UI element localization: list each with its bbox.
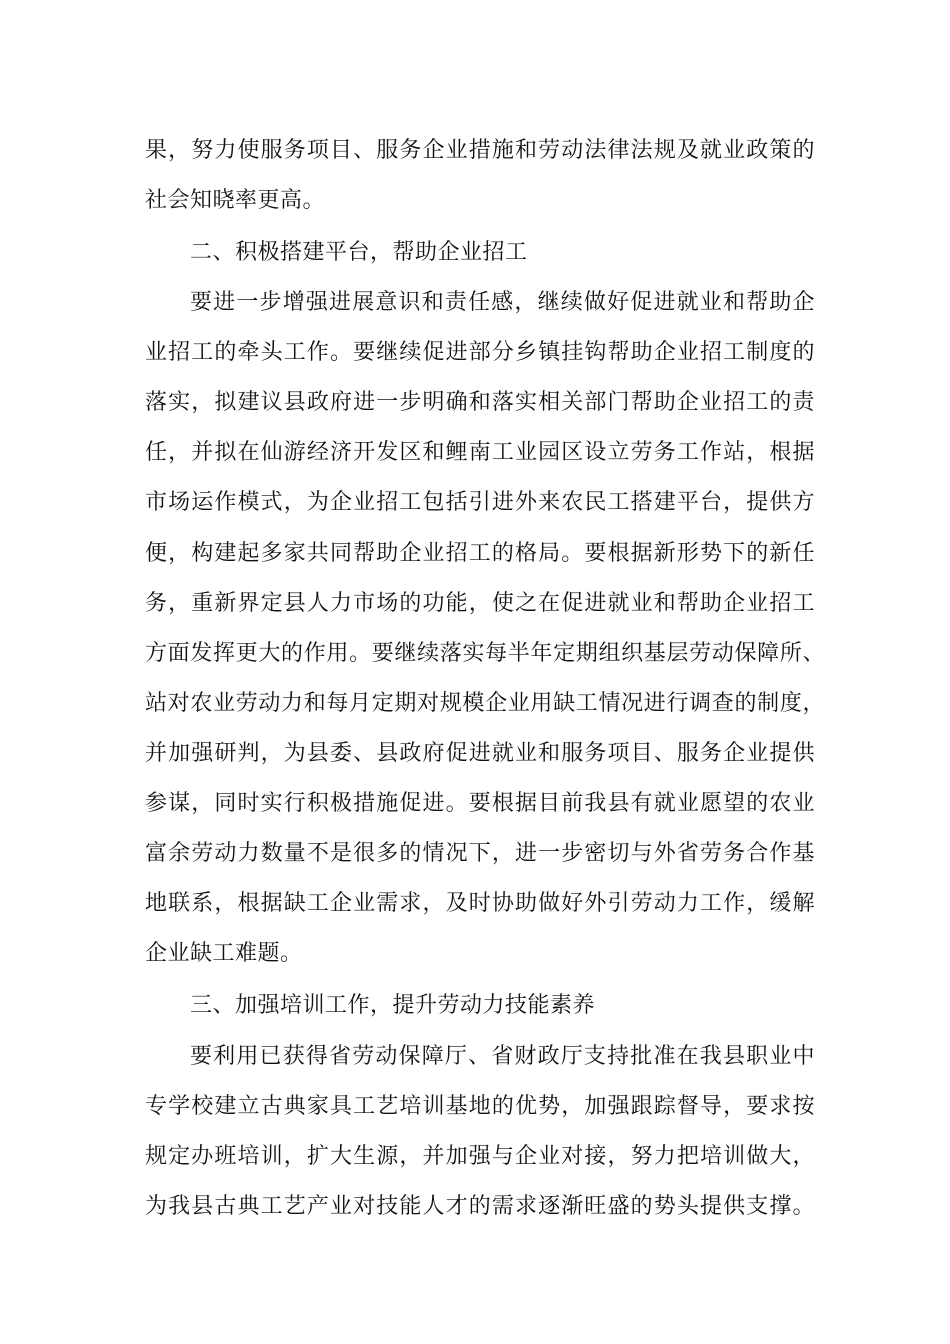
paragraph-line: 业招工的牵头工作。要继续促进部分乡镇挂钩帮助企业招工制度的 — [145, 340, 815, 365]
paragraph-line: 方面发挥更大的作用。要继续落实每半年定期组织基层劳动保障所、 — [145, 641, 825, 666]
paragraph-line: 企业缺工难题。 — [145, 941, 303, 966]
paragraph-line: 富余劳动力数量不是很多的情况下，进一步密切与外省劳务合作基 — [145, 841, 815, 866]
paragraph-line: 专学校建立古典家具工艺培训基地的优势，加强跟踪督导，要求按 — [145, 1094, 815, 1119]
paragraph-line: 要利用已获得省劳动保障厅、省财政厅支持批准在我县职业中 — [190, 1044, 815, 1069]
paragraph-line: 社会知晓率更高。 — [145, 188, 326, 213]
section-heading-2: 二、积极搭建平台，帮助企业招工 — [190, 240, 528, 265]
paragraph-line: 规定办班培训，扩大生源，并加强与企业对接，努力把培训做大， — [145, 1144, 815, 1169]
paragraph-line: 并加强研判，为县委、县政府促进就业和服务项目、服务企业提供 — [145, 741, 815, 766]
paragraph-line: 市场运作模式，为企业招工包括引进外来农民工搭建平台，提供方 — [145, 490, 815, 515]
section-heading-3: 三、加强培训工作，提升劳动力技能素养 — [190, 993, 596, 1018]
paragraph-line: 为我县古典工艺产业对技能人才的需求逐渐旺盛的势头提供支撑。 — [145, 1194, 815, 1219]
paragraph-line: 任，并拟在仙游经济开发区和鲤南工业园区设立劳务工作站，根据 — [145, 440, 815, 465]
paragraph-line: 果，努力使服务项目、服务企业措施和劳动法律法规及就业政策的 — [145, 138, 815, 163]
paragraph-line: 参谋，同时实行积极措施促进。要根据目前我县有就业愿望的农业 — [145, 791, 815, 816]
paragraph-line: 站对农业劳动力和每月定期对规模企业用缺工情况进行调查的制度， — [145, 691, 825, 716]
paragraph-line: 要进一步增强进展意识和责任感，继续做好促进就业和帮助企 — [190, 290, 815, 315]
paragraph-line: 落实，拟建议县政府进一步明确和落实相关部门帮助企业招工的责 — [145, 390, 815, 415]
paragraph-line: 地联系，根据缺工企业需求，及时协助做好外引劳动力工作，缓解 — [145, 891, 815, 916]
paragraph-line: 务，重新界定县人力市场的功能，使之在促进就业和帮助企业招工 — [145, 591, 815, 616]
paragraph-line: 便，构建起多家共同帮助企业招工的格局。要根据新形势下的新任 — [145, 541, 815, 566]
